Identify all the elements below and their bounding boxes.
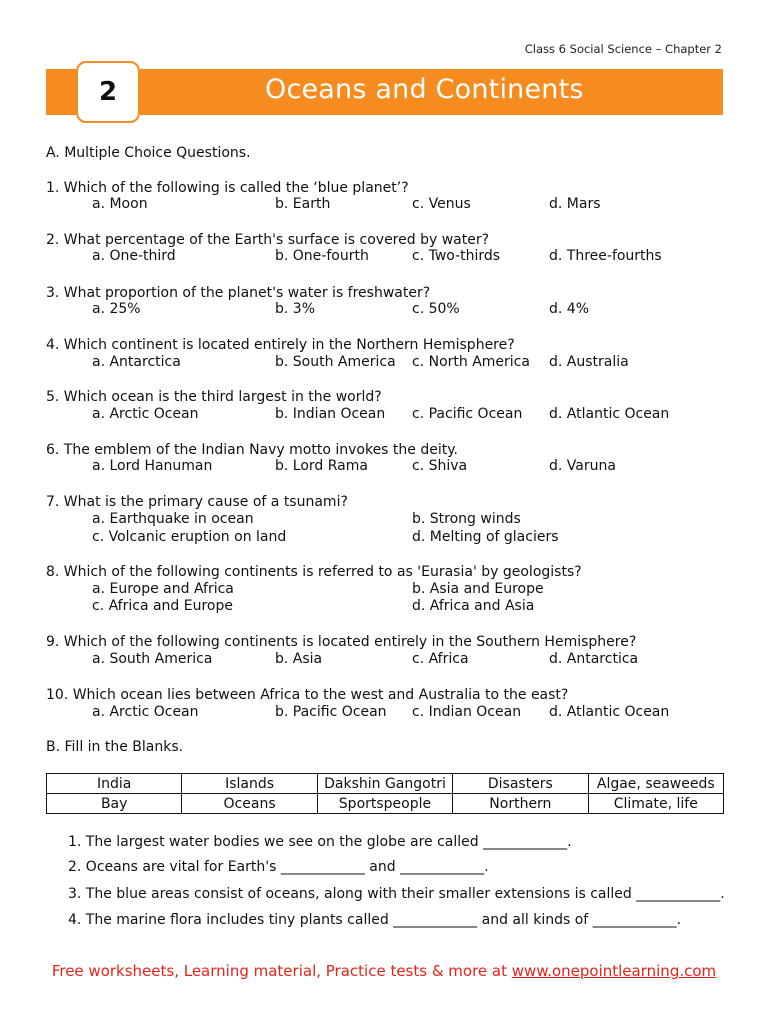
word-cell: Disasters bbox=[453, 774, 588, 794]
fill-blank-1: 1. The largest water bodies we see on the globe are called ____________. bbox=[68, 834, 572, 850]
option: a. Europe and Africa bbox=[92, 581, 234, 597]
option: b. Earth bbox=[275, 196, 331, 212]
word-bank-table bbox=[46, 773, 724, 814]
question-9: 9. Which of the following continents is located entirely in the Southern Hemisphere? bbox=[46, 634, 637, 650]
option: c. 50% bbox=[412, 301, 460, 317]
option: b. Asia bbox=[275, 651, 323, 667]
word-cell: Sportspeople bbox=[317, 794, 452, 814]
option: d. Atlantic Ocean bbox=[549, 406, 670, 422]
question-7: 7. What is the primary cause of a tsunami? bbox=[46, 494, 348, 510]
option: c. Shiva bbox=[412, 458, 468, 474]
option: c. Indian Ocean bbox=[412, 704, 522, 720]
option: c. Africa bbox=[412, 651, 469, 667]
word-cell: Climate, life bbox=[588, 794, 723, 814]
chapter-number-badge: 2 bbox=[76, 61, 140, 123]
word-cell: Oceans bbox=[182, 794, 317, 814]
fill-blank-3: 3. The blue areas consist of oceans, along with their smaller extensions is called ____________. bbox=[68, 886, 725, 902]
fill-blank-4: 4. The marine flora includes tiny plants called ____________ and all kinds of ____________. bbox=[68, 912, 682, 928]
option: c. Two-thirds bbox=[412, 248, 501, 264]
question-4: 4. Which continent is located entirely in the Northern Hemisphere? bbox=[46, 337, 515, 353]
question-2: 2. What percentage of the Earth's surface is covered by water? bbox=[46, 232, 490, 248]
option: b. Asia and Europe bbox=[412, 581, 544, 597]
option: a. Arctic Ocean bbox=[92, 406, 199, 422]
word-cell: Bay bbox=[47, 794, 182, 814]
fill-blank-2: 2. Oceans are vital for Earth's ____________ and ____________. bbox=[68, 859, 489, 875]
option: a. Moon bbox=[92, 196, 148, 212]
option: b. 3% bbox=[275, 301, 315, 317]
option: a. 25% bbox=[92, 301, 141, 317]
option: c. Volcanic eruption on land bbox=[92, 529, 287, 545]
option: d. Africa and Asia bbox=[412, 598, 535, 614]
option: b. Indian Ocean bbox=[275, 406, 386, 422]
question-10: 10. Which ocean lies between Africa to the west and Australia to the east? bbox=[46, 687, 569, 703]
option: d. Antarctica bbox=[549, 651, 639, 667]
option: d. Mars bbox=[549, 196, 601, 212]
option: b. South America bbox=[275, 354, 396, 370]
section-a-heading: A. Multiple Choice Questions. bbox=[46, 145, 251, 161]
option: a. Antarctica bbox=[92, 354, 181, 370]
page-header-text: Class 6 Social Science – Chapter 2 bbox=[524, 42, 722, 56]
option: c. Venus bbox=[412, 196, 471, 212]
option: d. 4% bbox=[549, 301, 589, 317]
footer-link[interactable]: www.onepointlearning.com bbox=[511, 962, 717, 980]
word-cell: Dakshin Gangotri bbox=[317, 774, 452, 794]
option: d. Melting of glaciers bbox=[412, 529, 559, 545]
option: a. South America bbox=[92, 651, 213, 667]
option: c. Africa and Europe bbox=[92, 598, 233, 614]
question-3: 3. What proportion of the planet's water is freshwater? bbox=[46, 285, 431, 301]
option: a. Earthquake in ocean bbox=[92, 511, 254, 527]
word-cell: India bbox=[47, 774, 182, 794]
word-cell: Algae, seaweeds bbox=[588, 774, 723, 794]
footer-text: Free worksheets, Learning material, Practice tests & more at bbox=[51, 962, 512, 980]
table-row bbox=[47, 774, 724, 794]
option: d. Australia bbox=[549, 354, 629, 370]
question-1: 1. Which of the following is called the ‘blue planet’? bbox=[46, 180, 409, 196]
option: b. One-fourth bbox=[275, 248, 369, 264]
question-5: 5. Which ocean is the third largest in the world? bbox=[46, 389, 382, 405]
question-8: 8. Which of the following continents is referred to as 'Eurasia' by geologists? bbox=[46, 564, 582, 580]
table-row bbox=[47, 794, 724, 814]
section-b-heading: B. Fill in the Blanks. bbox=[46, 739, 184, 755]
question-6: 6. The emblem of the Indian Navy motto invokes the deity. bbox=[46, 442, 458, 458]
option: d. Varuna bbox=[549, 458, 616, 474]
option: b. Lord Rama bbox=[275, 458, 368, 474]
option: a. Arctic Ocean bbox=[92, 704, 199, 720]
footer bbox=[0, 962, 768, 980]
word-cell: Islands bbox=[182, 774, 317, 794]
chapter-title: Oceans and Continents bbox=[265, 74, 584, 105]
option: d. Three-fourths bbox=[549, 248, 662, 264]
option: a. Lord Hanuman bbox=[92, 458, 213, 474]
word-cell: Northern bbox=[453, 794, 588, 814]
option: b. Pacific Ocean bbox=[275, 704, 387, 720]
option: b. Strong winds bbox=[412, 511, 521, 527]
option: d. Atlantic Ocean bbox=[549, 704, 670, 720]
option: c. Pacific Ocean bbox=[412, 406, 523, 422]
option: c. North America bbox=[412, 354, 530, 370]
option: a. One-third bbox=[92, 248, 176, 264]
